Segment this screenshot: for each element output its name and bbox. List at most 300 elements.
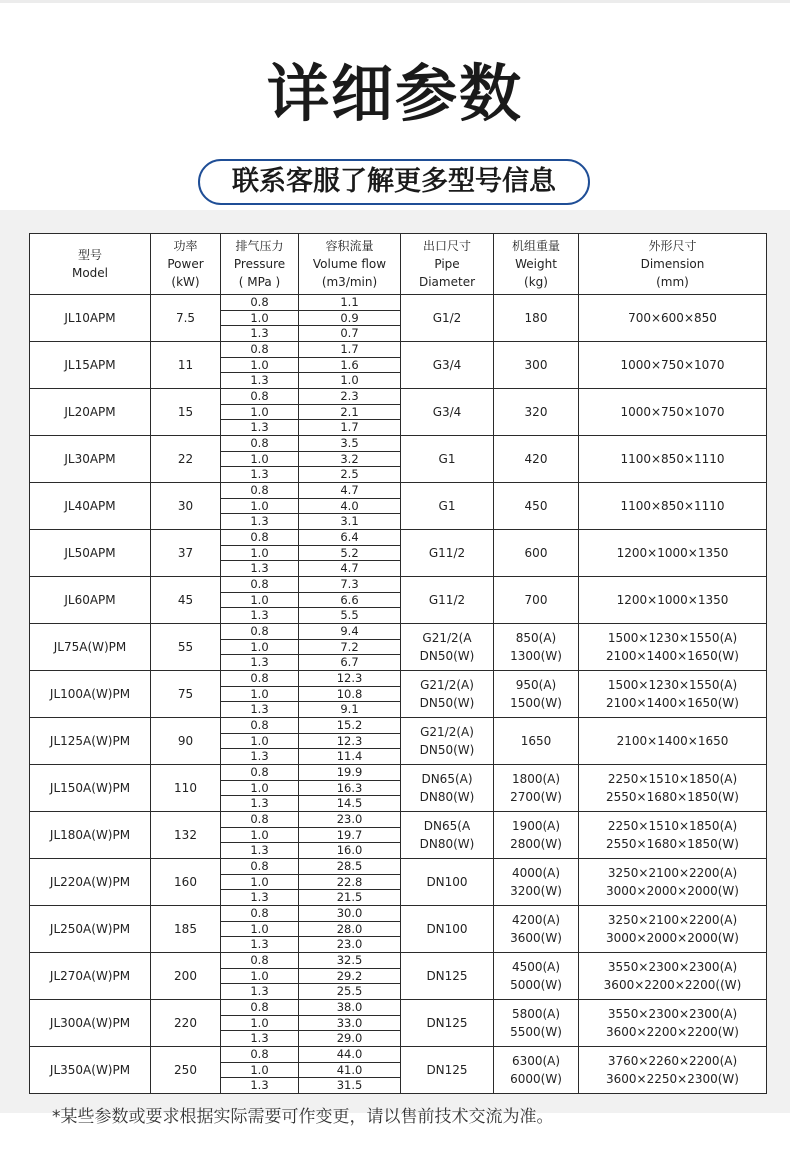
cell-weight-line: 5500(W) [510, 1025, 562, 1039]
cell-weight [494, 436, 579, 483]
cell-pressure-value: 1.0 [221, 780, 298, 796]
cell-pipe [401, 342, 494, 389]
cell-pipe [401, 530, 494, 577]
cell-pressure [221, 530, 299, 577]
cell-weight [494, 859, 579, 906]
cell-dimension-line: 3600×2250×2300(W) [606, 1072, 739, 1086]
cell-dimension-line: 2550×1680×1850(W) [606, 837, 739, 851]
cell-power: 110 [151, 765, 221, 812]
cell-flow [299, 577, 401, 624]
cell-flow-value: 15.2 [336, 718, 363, 732]
table-row [30, 389, 767, 436]
cell-model: JL10APM [30, 295, 151, 342]
cell-pressure-value: 1.3 [221, 701, 298, 717]
header-power: 功率 Power (kW) [151, 234, 221, 295]
cell-weight-line: 320 [524, 405, 548, 419]
cell-flow [299, 342, 401, 389]
cell-pipe [401, 906, 494, 953]
cell-flow [299, 436, 401, 483]
cell-pressure [221, 389, 299, 436]
table-row [30, 577, 767, 624]
cell-dimension-line: 1200×1000×1350 [616, 593, 729, 607]
cell-pressure-value: 0.8 [250, 953, 269, 967]
cell-weight-line: 4000(A) [511, 866, 561, 880]
cell-flow-value: 30.0 [336, 906, 363, 920]
cell-flow-value: 22.8 [299, 874, 400, 890]
cell-flow-value: 3.2 [299, 451, 400, 467]
cell-dimension [579, 718, 767, 765]
cell-weight-line: 1900(A) [511, 819, 561, 833]
cell-pressure-value: 1.3 [221, 795, 298, 811]
cell-dimension-line: 2250×1510×1850(A) [607, 772, 738, 786]
cell-flow [299, 295, 401, 342]
cell-power: 15 [151, 389, 221, 436]
cell-power: 90 [151, 718, 221, 765]
cell-pressure-value: 1.3 [221, 936, 298, 952]
cell-dimension-line: 3600×2200×2200(W) [606, 1025, 739, 1039]
cell-weight-line: 5000(W) [510, 978, 562, 992]
cell-weight [494, 718, 579, 765]
cell-pipe [401, 671, 494, 718]
cell-flow-value: 29.0 [299, 1030, 400, 1046]
cell-model: JL40APM [30, 483, 151, 530]
cell-pressure-value: 1.0 [221, 968, 298, 984]
cell-dimension-line: 1000×750×1070 [620, 358, 725, 372]
cell-pressure-value: 1.3 [221, 983, 298, 999]
cell-dimension [579, 436, 767, 483]
cell-weight [494, 389, 579, 436]
cell-flow-value: 4.0 [299, 498, 400, 514]
cell-pipe-line: G21/2(A [422, 631, 472, 645]
cell-model: JL270A(W)PM [30, 953, 151, 1000]
cell-weight-line: 4500(A) [511, 960, 561, 974]
cell-pressure-value: 0.8 [250, 1000, 269, 1014]
cell-model: JL100A(W)PM [30, 671, 151, 718]
cell-flow-value: 6.7 [299, 654, 400, 670]
table-row [30, 436, 767, 483]
table-row [30, 483, 767, 530]
cell-pipe-line: G3/4 [432, 405, 462, 419]
cell-flow-value: 16.0 [299, 842, 400, 858]
cell-pressure [221, 906, 299, 953]
cell-weight [494, 483, 579, 530]
cell-pressure [221, 859, 299, 906]
cell-pipe [401, 624, 494, 671]
cell-pipe-line: DN80(W) [419, 837, 475, 851]
cell-weight [494, 953, 579, 1000]
cell-flow-value: 19.7 [299, 827, 400, 843]
cell-pressure-value: 0.8 [250, 577, 269, 591]
cell-weight [494, 295, 579, 342]
cell-flow [299, 389, 401, 436]
cell-flow-value: 32.5 [336, 953, 363, 967]
cell-flow-value: 31.5 [299, 1077, 400, 1093]
cell-weight-line: 950(A) [515, 678, 557, 692]
cell-flow-value: 5.5 [299, 607, 400, 623]
cell-pressure-value: 1.0 [221, 404, 298, 420]
cell-pressure [221, 342, 299, 389]
cell-flow-value: 12.3 [336, 671, 363, 685]
cell-pressure-value: 1.3 [221, 325, 298, 341]
cell-pressure-value: 0.8 [250, 1047, 269, 1061]
cell-pressure-value: 1.3 [221, 1077, 298, 1093]
cell-flow-value: 1.0 [299, 372, 400, 388]
cell-flow-value: 21.5 [299, 889, 400, 905]
cell-dimension-line: 2100×1400×1650(W) [606, 649, 739, 663]
cell-power: 7.5 [151, 295, 221, 342]
cell-pressure [221, 483, 299, 530]
cell-power: 11 [151, 342, 221, 389]
cell-pressure-value: 0.8 [250, 295, 269, 309]
table-row [30, 342, 767, 389]
cell-flow-value: 41.0 [299, 1062, 400, 1078]
header-pressure: 排气压力 Pressure ( MPa ) [221, 234, 299, 295]
cell-pressure-value: 1.0 [221, 639, 298, 655]
header-model: 型号 Model [30, 234, 151, 295]
cell-flow [299, 953, 401, 1000]
cell-flow [299, 1047, 401, 1094]
cell-weight-line: 6300(A) [511, 1054, 561, 1068]
cell-dimension-line: 1100×850×1110 [620, 452, 725, 466]
cell-power: 185 [151, 906, 221, 953]
cell-model: JL250A(W)PM [30, 906, 151, 953]
cell-flow-value: 5.2 [299, 545, 400, 561]
cell-dimension-line: 3760×2260×2200(A) [607, 1054, 738, 1068]
cell-dimension-line: 3250×2100×2200(A) [607, 913, 738, 927]
cell-pipe-line: G11/2 [428, 593, 466, 607]
cell-pipe [401, 295, 494, 342]
cell-flow-value: 3.1 [299, 513, 400, 529]
cell-flow-value: 12.3 [299, 733, 400, 749]
cell-flow-value: 0.7 [299, 325, 400, 341]
cell-dimension [579, 671, 767, 718]
cell-flow-value: 7.2 [299, 639, 400, 655]
table-row [30, 859, 767, 906]
table-row [30, 812, 767, 859]
cell-flow-value: 23.0 [336, 812, 363, 826]
cell-pressure [221, 718, 299, 765]
cell-weight [494, 906, 579, 953]
top-divider [0, 0, 790, 3]
cell-pipe-line: DN100 [426, 875, 468, 889]
contact-service-banner[interactable]: 联系客服了解更多型号信息 [198, 159, 590, 205]
cell-pressure-value: 1.0 [221, 310, 298, 326]
cell-pipe-line: G11/2 [428, 546, 466, 560]
cell-pressure-value: 1.3 [221, 1030, 298, 1046]
cell-dimension-line: 1100×850×1110 [620, 499, 725, 513]
cell-pressure [221, 436, 299, 483]
table-row [30, 1047, 767, 1094]
cell-flow-value: 19.9 [336, 765, 363, 779]
cell-power: 132 [151, 812, 221, 859]
cell-flow-value: 3.5 [340, 436, 359, 450]
cell-pressure-value: 1.0 [221, 827, 298, 843]
cell-weight [494, 1000, 579, 1047]
cell-flow-value: 10.8 [299, 686, 400, 702]
cell-model: JL350A(W)PM [30, 1047, 151, 1094]
cell-weight [494, 530, 579, 577]
table-row [30, 530, 767, 577]
cell-flow [299, 671, 401, 718]
cell-pipe-line: DN65(A) [421, 772, 473, 786]
cell-model: JL300A(W)PM [30, 1000, 151, 1047]
cell-pressure-value: 1.3 [221, 419, 298, 435]
cell-pipe-line: G21/2(A) [420, 725, 474, 739]
cell-pressure-value: 1.0 [221, 874, 298, 890]
cell-weight [494, 624, 579, 671]
cell-weight-line: 420 [524, 452, 548, 466]
cell-flow-value: 28.5 [336, 859, 363, 873]
spec-table [29, 233, 767, 1094]
cell-power: 22 [151, 436, 221, 483]
cell-weight-line: 1800(A) [511, 772, 561, 786]
cell-power: 45 [151, 577, 221, 624]
cell-weight-line: 5800(A) [511, 1007, 561, 1021]
cell-flow-value: 9.4 [340, 624, 359, 638]
cell-flow [299, 530, 401, 577]
table-row [30, 1000, 767, 1047]
cell-power: 55 [151, 624, 221, 671]
cell-dimension-line: 2550×1680×1850(W) [606, 790, 739, 804]
cell-dimension-line: 2100×1400×1650 [616, 734, 729, 748]
cell-flow-value: 23.0 [299, 936, 400, 952]
cell-dimension-line: 700×600×850 [628, 311, 717, 325]
cell-weight [494, 342, 579, 389]
cell-dimension-line: 3550×2300×2300(A) [607, 1007, 738, 1021]
cell-flow-value: 29.2 [299, 968, 400, 984]
cell-dimension [579, 577, 767, 624]
cell-flow-value: 4.7 [340, 483, 359, 497]
table-row [30, 953, 767, 1000]
table-row [30, 671, 767, 718]
cell-dimension [579, 765, 767, 812]
header-flow: 容积流量 Volume flow (m3/min) [299, 234, 401, 295]
cell-weight-line: 2700(W) [510, 790, 562, 804]
cell-pipe [401, 1000, 494, 1047]
cell-pressure-value: 0.8 [250, 483, 269, 497]
cell-pressure-value: 1.0 [221, 1062, 298, 1078]
cell-flow-value: 4.7 [299, 560, 400, 576]
cell-power: 220 [151, 1000, 221, 1047]
cell-weight [494, 812, 579, 859]
cell-flow [299, 624, 401, 671]
cell-pressure [221, 953, 299, 1000]
cell-flow-value: 9.1 [299, 701, 400, 717]
cell-dimension-line: 3600×2200×2200((W) [603, 978, 742, 992]
cell-power: 160 [151, 859, 221, 906]
cell-pressure-value: 0.8 [250, 718, 269, 732]
cell-weight-line: 600 [524, 546, 548, 560]
cell-dimension-line: 2100×1400×1650(W) [606, 696, 739, 710]
cell-weight-line: 6000(W) [510, 1072, 562, 1086]
cell-pressure-value: 0.8 [250, 812, 269, 826]
cell-pressure-value: 0.8 [250, 906, 269, 920]
table-row [30, 765, 767, 812]
cell-flow-value: 28.0 [299, 921, 400, 937]
cell-dimension [579, 812, 767, 859]
cell-flow-value: 2.3 [340, 389, 359, 403]
cell-pipe-line: DN100 [426, 922, 468, 936]
cell-dimension [579, 906, 767, 953]
header-weight: 机组重量 Weight (kg) [494, 234, 579, 295]
cell-pressure [221, 671, 299, 718]
cell-dimension-line: 3000×2000×2000(W) [606, 931, 739, 945]
cell-pressure [221, 295, 299, 342]
table-row [30, 718, 767, 765]
cell-dimension [579, 530, 767, 577]
cell-pipe [401, 577, 494, 624]
cell-power: 200 [151, 953, 221, 1000]
cell-pressure-value: 0.8 [250, 765, 269, 779]
cell-pressure-value: 1.3 [221, 748, 298, 764]
cell-pressure-value: 0.8 [250, 671, 269, 685]
cell-model: JL180A(W)PM [30, 812, 151, 859]
cell-flow-value: 0.9 [299, 310, 400, 326]
cell-dimension [579, 1047, 767, 1094]
cell-flow-value: 44.0 [336, 1047, 363, 1061]
cell-model: JL20APM [30, 389, 151, 436]
cell-dimension [579, 1000, 767, 1047]
cell-pressure-value: 1.0 [221, 357, 298, 373]
cell-pressure-value: 1.0 [221, 1015, 298, 1031]
cell-weight [494, 765, 579, 812]
cell-weight-line: 180 [524, 311, 548, 325]
cell-pressure-value: 1.3 [221, 889, 298, 905]
cell-model: JL220A(W)PM [30, 859, 151, 906]
cell-pipe-line: DN80(W) [419, 790, 475, 804]
cell-model: JL15APM [30, 342, 151, 389]
cell-weight-line: 700 [524, 593, 548, 607]
cell-pressure [221, 624, 299, 671]
cell-power: 37 [151, 530, 221, 577]
cell-model: JL125A(W)PM [30, 718, 151, 765]
cell-flow-value: 6.6 [299, 592, 400, 608]
cell-pressure-value: 1.3 [221, 842, 298, 858]
header-dimension: 外形尺寸 Dimension (mm) [579, 234, 767, 295]
cell-weight-line: 300 [524, 358, 548, 372]
cell-pressure-value: 1.3 [221, 513, 298, 529]
cell-weight-line: 1300(W) [510, 649, 562, 663]
table-row [30, 906, 767, 953]
cell-pressure [221, 1000, 299, 1047]
header-pipe: 出口尺寸 Pipe Diameter [401, 234, 494, 295]
cell-flow [299, 765, 401, 812]
table-header-row [30, 234, 767, 295]
cell-pipe-line: DN125 [426, 1063, 468, 1077]
cell-flow [299, 812, 401, 859]
cell-pipe-line: DN50(W) [419, 743, 475, 757]
cell-dimension [579, 953, 767, 1000]
cell-pressure-value: 1.0 [221, 545, 298, 561]
cell-pressure-value: 1.3 [221, 466, 298, 482]
cell-flow-value: 1.7 [340, 342, 359, 356]
cell-model: JL150A(W)PM [30, 765, 151, 812]
cell-flow-value: 1.7 [299, 419, 400, 435]
cell-dimension-line: 2250×1510×1850(A) [607, 819, 738, 833]
cell-pipe-line: G21/2(A) [420, 678, 474, 692]
cell-pressure-value: 1.0 [221, 733, 298, 749]
cell-power: 30 [151, 483, 221, 530]
cell-weight-line: 1650 [520, 734, 552, 748]
cell-flow-value: 6.4 [340, 530, 359, 544]
cell-pressure [221, 1047, 299, 1094]
cell-weight-line: 450 [524, 499, 548, 513]
cell-model: JL60APM [30, 577, 151, 624]
cell-power: 250 [151, 1047, 221, 1094]
cell-power: 75 [151, 671, 221, 718]
cell-model: JL50APM [30, 530, 151, 577]
footnote: *某些参数或要求根据实际需要可作变更，请以售前技术交流为准。 [52, 1107, 554, 1127]
cell-pipe [401, 1047, 494, 1094]
cell-dimension-line: 1000×750×1070 [620, 405, 725, 419]
cell-dimension [579, 389, 767, 436]
table-row [30, 624, 767, 671]
cell-flow-value: 1.6 [299, 357, 400, 373]
cell-pressure-value: 0.8 [250, 530, 269, 544]
cell-flow [299, 718, 401, 765]
cell-flow-value: 25.5 [299, 983, 400, 999]
cell-pipe-line: DN125 [426, 969, 468, 983]
cell-weight [494, 671, 579, 718]
cell-pipe [401, 859, 494, 906]
cell-pipe-line: G3/4 [432, 358, 462, 372]
cell-pressure [221, 812, 299, 859]
cell-pressure-value: 1.0 [221, 921, 298, 937]
cell-pressure-value: 1.3 [221, 654, 298, 670]
cell-flow-value: 1.1 [340, 295, 359, 309]
cell-weight-line: 2800(W) [510, 837, 562, 851]
cell-pipe-line: G1 [438, 499, 456, 513]
cell-dimension-line: 1500×1230×1550(A) [607, 631, 738, 645]
cell-flow [299, 906, 401, 953]
cell-pressure [221, 765, 299, 812]
cell-flow-value: 2.5 [299, 466, 400, 482]
cell-pressure-value: 1.3 [221, 607, 298, 623]
cell-pipe-line: G1/2 [432, 311, 462, 325]
cell-weight-line: 4200(A) [511, 913, 561, 927]
cell-dimension [579, 859, 767, 906]
cell-pipe-line: DN65(A [423, 819, 471, 833]
cell-pipe-line: G1 [438, 452, 456, 466]
cell-dimension-line: 3550×2300×2300(A) [607, 960, 738, 974]
cell-flow-value: 33.0 [299, 1015, 400, 1031]
cell-flow-value: 38.0 [336, 1000, 363, 1014]
cell-dimension [579, 295, 767, 342]
cell-pressure-value: 1.3 [221, 372, 298, 388]
cell-pipe [401, 953, 494, 1000]
cell-pipe [401, 436, 494, 483]
cell-dimension [579, 624, 767, 671]
cell-pipe-line: DN125 [426, 1016, 468, 1030]
cell-weight-line: 850(A) [515, 631, 557, 645]
cell-pipe [401, 389, 494, 436]
cell-weight-line: 3600(W) [510, 931, 562, 945]
cell-flow [299, 483, 401, 530]
cell-flow-value: 14.5 [299, 795, 400, 811]
cell-pressure-value: 1.0 [221, 451, 298, 467]
cell-pipe-line: DN50(W) [419, 696, 475, 710]
cell-pressure [221, 577, 299, 624]
cell-flow-value: 11.4 [299, 748, 400, 764]
cell-pressure-value: 0.8 [250, 342, 269, 356]
cell-dimension-line: 1500×1230×1550(A) [607, 678, 738, 692]
cell-pressure-value: 1.0 [221, 592, 298, 608]
cell-pressure-value: 1.0 [221, 498, 298, 514]
cell-pressure-value: 0.8 [250, 859, 269, 873]
cell-weight-line: 1500(W) [510, 696, 562, 710]
cell-pipe-line: DN50(W) [419, 649, 475, 663]
cell-pipe [401, 483, 494, 530]
